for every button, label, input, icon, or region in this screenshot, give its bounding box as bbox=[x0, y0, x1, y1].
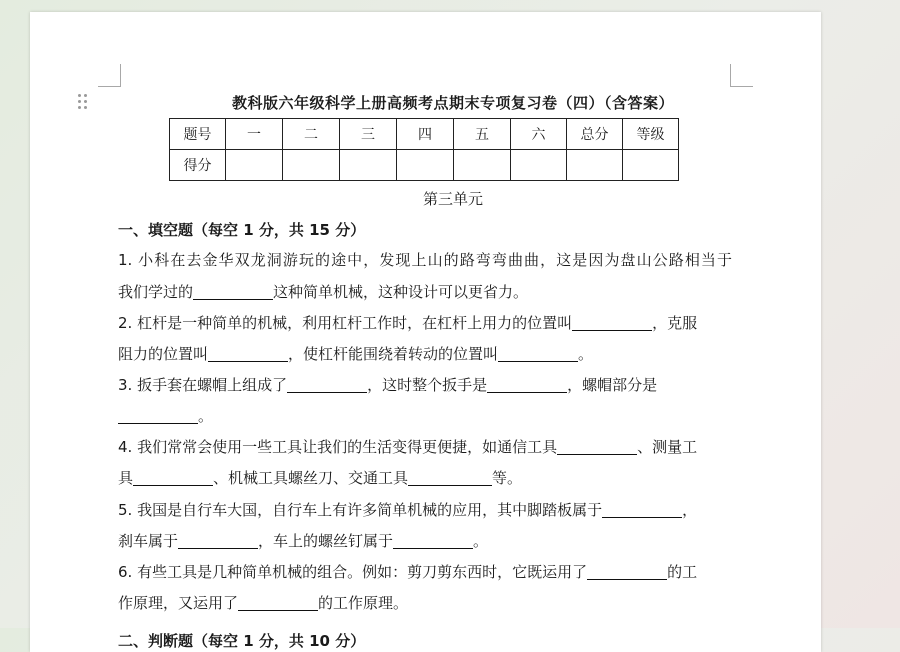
score-table-header-cell[interactable]: 六 bbox=[511, 119, 567, 150]
question-4-line-2 bbox=[118, 468, 732, 488]
section-2-title: 二、判断题（每空 1 分，共 10 分） bbox=[118, 632, 366, 650]
question-5-line-2 bbox=[118, 531, 732, 551]
section-1-title: 一、填空题（每空 1 分，共 15 分） bbox=[118, 221, 366, 239]
score-table-header-cell[interactable]: 三 bbox=[340, 119, 397, 150]
question-text: 等。 bbox=[492, 469, 523, 487]
score-cell[interactable] bbox=[623, 150, 679, 181]
answer-blank[interactable] bbox=[487, 376, 567, 393]
score-table-header-cell[interactable]: 一 bbox=[226, 119, 283, 150]
answer-blank[interactable] bbox=[572, 314, 652, 331]
question-2-line-2 bbox=[118, 344, 732, 364]
answer-blank[interactable] bbox=[118, 407, 198, 424]
question-1-line-2 bbox=[118, 282, 732, 302]
score-cell[interactable] bbox=[567, 150, 623, 181]
question-text: 、机械工具螺丝刀、交通工具 bbox=[213, 469, 409, 487]
answer-blank[interactable] bbox=[602, 501, 682, 518]
answer-blank[interactable] bbox=[587, 563, 667, 580]
score-table-header-cell[interactable]: 五 bbox=[454, 119, 511, 150]
score-cell[interactable] bbox=[397, 150, 454, 181]
question-6-line-2 bbox=[118, 593, 732, 613]
question-text: 。 bbox=[473, 532, 489, 550]
score-cell[interactable] bbox=[511, 150, 567, 181]
answer-blank[interactable] bbox=[178, 532, 258, 549]
question-text: 的工作原理。 bbox=[318, 594, 409, 612]
answer-blank[interactable] bbox=[498, 345, 578, 362]
question-text: 具 bbox=[118, 469, 134, 487]
score-table bbox=[169, 118, 679, 181]
question-text: 3. 扳手套在螺帽上组成了 bbox=[118, 376, 288, 394]
score-table-header-cell[interactable]: 总分 bbox=[567, 119, 623, 150]
score-table-header-cell[interactable]: 二 bbox=[283, 119, 340, 150]
question-text: ，车上的螺丝钉属于 bbox=[258, 532, 394, 550]
answer-blank[interactable] bbox=[408, 469, 492, 486]
score-table-row-label[interactable]: 得分 bbox=[170, 150, 226, 181]
margin-corner-top-right bbox=[730, 64, 753, 87]
question-5-line-1 bbox=[118, 500, 732, 520]
question-4-line-1 bbox=[118, 437, 732, 457]
unit-heading: 第三单元 bbox=[422, 190, 483, 208]
question-2-line-1 bbox=[118, 313, 732, 333]
question-text: 4. 我们常常会使用一些工具让我们的生活变得更便捷，如通信工具 bbox=[118, 438, 558, 456]
answer-blank[interactable] bbox=[208, 345, 288, 362]
question-text: 阻力的位置叫 bbox=[118, 345, 209, 363]
question-text: 我们学过的 bbox=[118, 283, 194, 301]
question-text: 作原理，又运用了 bbox=[118, 594, 239, 612]
question-text: 刹车属于 bbox=[118, 532, 179, 550]
question-text: 。 bbox=[578, 345, 594, 363]
question-6-line-1 bbox=[118, 562, 732, 582]
score-cell[interactable] bbox=[226, 150, 283, 181]
score-table-header-cell[interactable]: 四 bbox=[397, 119, 454, 150]
document-page bbox=[30, 12, 821, 652]
question-text: 的工 bbox=[667, 563, 698, 581]
question-text: ，使杠杆能围绕着转动的位置叫 bbox=[288, 345, 499, 363]
margin-corner-top-left bbox=[98, 64, 121, 87]
question-text: 6. 有些工具是几种简单机械的组合。例如：剪刀剪东西时，它既运用了 bbox=[118, 563, 588, 581]
score-table-score-row bbox=[170, 150, 679, 181]
question-1-line-1 bbox=[118, 250, 732, 270]
score-table-header-row bbox=[170, 119, 679, 150]
question-text: 、测量工 bbox=[637, 438, 698, 456]
answer-blank[interactable] bbox=[393, 532, 473, 549]
answer-blank[interactable] bbox=[557, 438, 637, 455]
question-text: ，螺帽部分是 bbox=[567, 376, 658, 394]
document-title: 教科版六年级科学上册高频考点期末专项复习卷（四）（含答案） bbox=[231, 94, 674, 112]
question-text: 。 bbox=[198, 407, 214, 425]
answer-blank[interactable] bbox=[193, 283, 273, 300]
score-table-header-cell[interactable]: 等级 bbox=[623, 119, 679, 150]
question-text: 2. 杠杆是一种简单的机械，利用杠杆工作时，在杠杆上用力的位置叫 bbox=[118, 314, 573, 332]
question-3-line-2 bbox=[118, 406, 732, 426]
score-cell[interactable] bbox=[283, 150, 340, 181]
question-text: 这种简单机械，这种设计可以更省力。 bbox=[273, 283, 529, 301]
answer-blank[interactable] bbox=[238, 594, 318, 611]
score-cell[interactable] bbox=[340, 150, 397, 181]
answer-blank[interactable] bbox=[133, 469, 213, 486]
answer-blank[interactable] bbox=[287, 376, 367, 393]
question-3-line-1 bbox=[118, 375, 732, 395]
score-table-header-cell[interactable]: 题号 bbox=[170, 119, 226, 150]
question-text: ，这时整个扳手是 bbox=[367, 376, 488, 394]
question-text: ， bbox=[682, 501, 698, 519]
score-cell[interactable] bbox=[454, 150, 511, 181]
question-text: 1. 小科在去金华双龙洞游玩的途中，发现上山的路弯弯曲曲，这是因为盘山公路相当于 bbox=[118, 251, 732, 269]
question-text: 5. 我国是自行车大国，自行车上有许多简单机械的应用，其中脚踏板属于 bbox=[118, 501, 603, 519]
question-text: ，克服 bbox=[652, 314, 698, 332]
